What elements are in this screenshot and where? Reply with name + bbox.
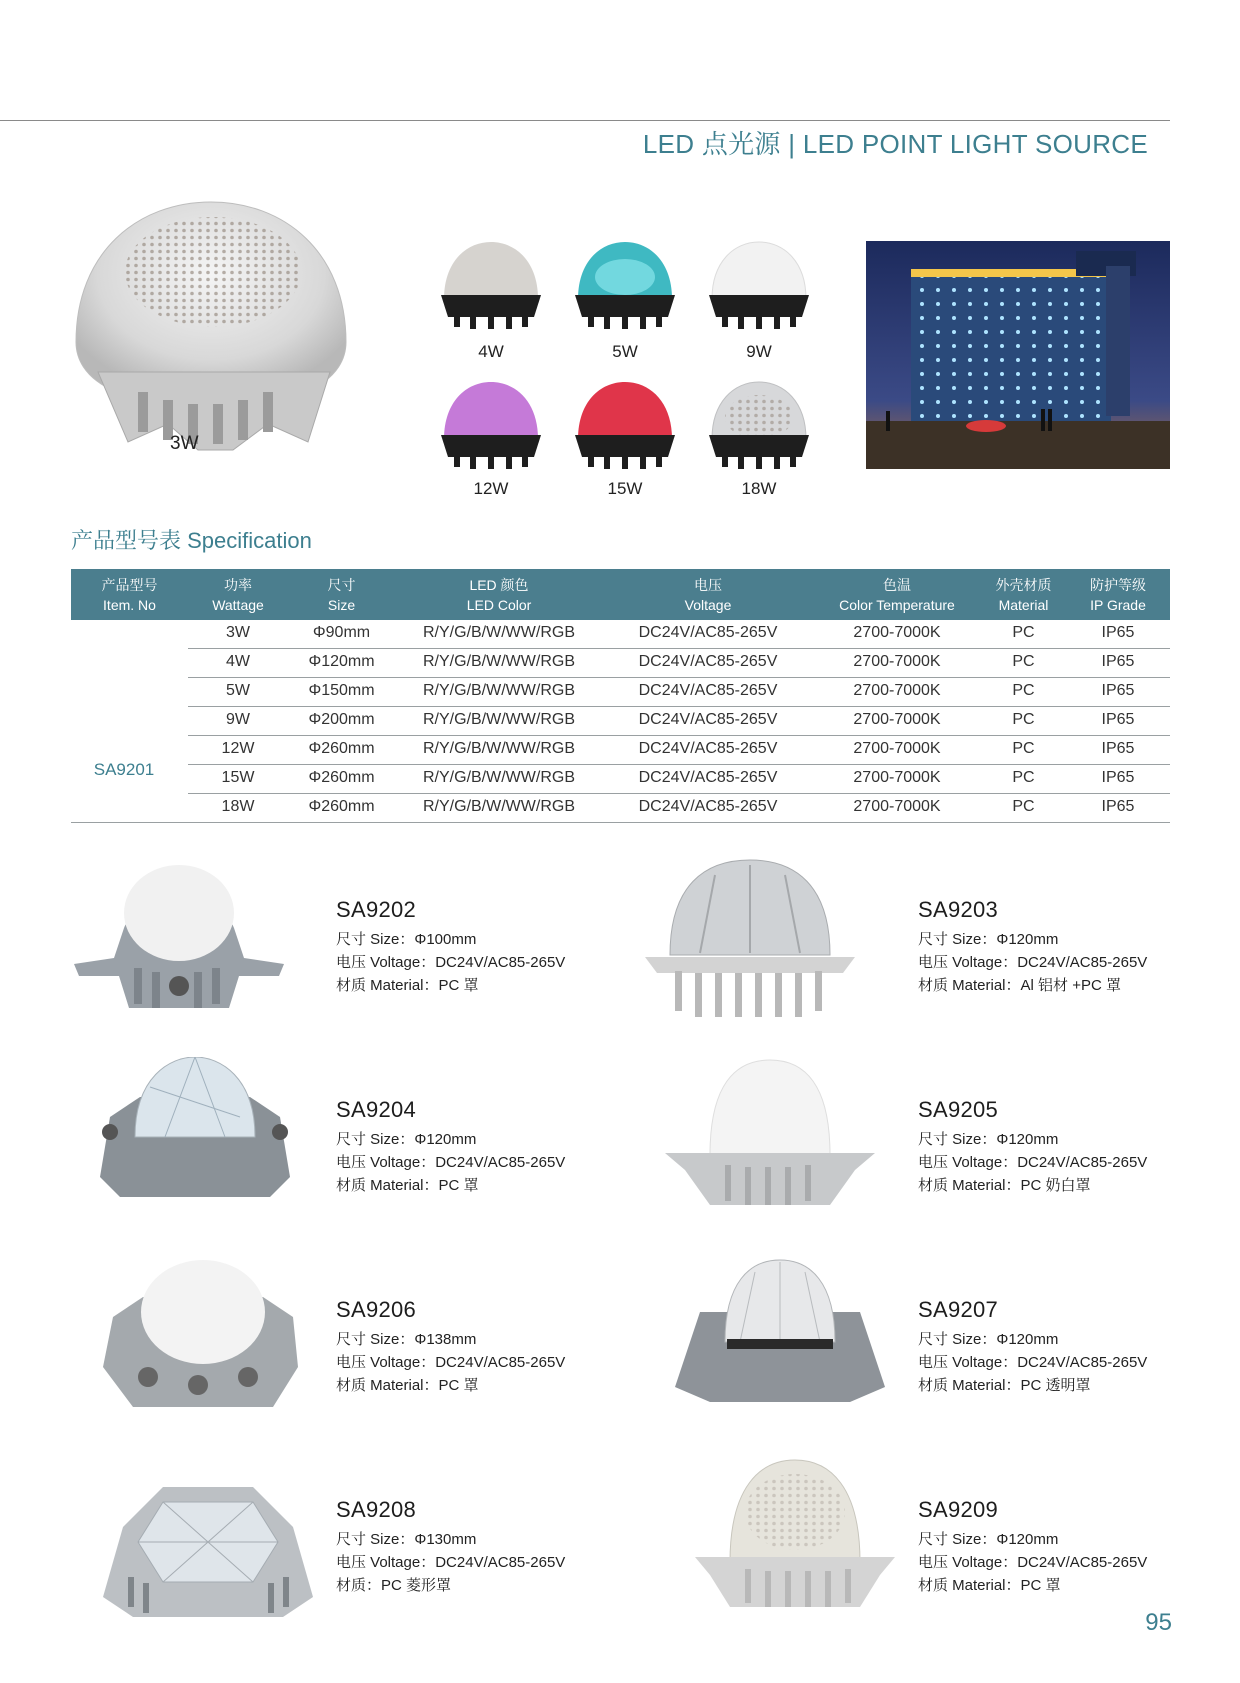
cell-size: Φ260mm: [308, 769, 375, 786]
variant-label-4w: 4W: [478, 342, 504, 361]
hero-3w-lamp-photo: [68, 192, 354, 470]
cell-wattage: 18W: [221, 798, 255, 815]
product-sa9209-info: [918, 1497, 1218, 1597]
page-header-title: LED 点光源 | LED POINT LIGHT SOURCE: [642, 129, 1148, 159]
cell-color-temp: 2700-7000K: [853, 653, 941, 670]
product-voltage: 电压 Voltage：DC24V/AC85-265V: [336, 1154, 566, 1171]
col-header-color-temp: 色温 Color Temperature: [839, 577, 955, 613]
cell-ip-grade: IP65: [1101, 769, 1135, 786]
product-voltage: 电压 Voltage：DC24V/AC85-265V: [918, 1354, 1148, 1371]
spec-section-title: 产品型号表 Specification: [71, 528, 312, 553]
cell-color-temp: 2700-7000K: [853, 711, 941, 728]
cell-color-temp: 2700-7000K: [853, 798, 941, 815]
cell-led-color: R/Y/G/B/W/WW/RGB: [423, 711, 575, 728]
product-sa9209-photo: [690, 1457, 900, 1627]
page-number: 95: [1145, 1609, 1172, 1636]
cell-ip-grade: IP65: [1101, 798, 1135, 815]
cell-led-color: R/Y/G/B/W/WW/RGB: [423, 798, 575, 815]
cell-material: PC: [1012, 711, 1035, 728]
table-row: [188, 736, 1170, 765]
product-sa9206-info: [336, 1297, 636, 1397]
variant-label-9w: 9W: [746, 342, 772, 361]
product-sa9207-photo: [675, 1257, 885, 1427]
cell-size: Φ260mm: [308, 740, 375, 757]
cell-color-temp: 2700-7000K: [853, 740, 941, 757]
product-sa9204-photo: [90, 1057, 300, 1227]
product-sa9203-photo: [645, 855, 855, 1025]
lamp-12w-photo: [436, 377, 546, 472]
product-size: 尺寸 Size：Φ130mm: [336, 1531, 477, 1548]
spec-table: [71, 569, 1170, 873]
cell-led-color: R/Y/G/B/W/WW/RGB: [423, 624, 575, 641]
cell-material: PC: [1012, 653, 1035, 670]
cell-voltage: DC24V/AC85-265V: [638, 740, 778, 757]
cell-ip-grade: IP65: [1101, 653, 1135, 670]
product-sa9208-photo: [103, 1457, 313, 1627]
spec-table-header: [71, 569, 1170, 620]
cell-material: PC: [1012, 682, 1035, 699]
product-size: 尺寸 Size：Φ100mm: [336, 931, 477, 948]
product-voltage: 电压 Voltage：DC24V/AC85-265V: [336, 1554, 566, 1571]
cell-material: PC: [1012, 740, 1035, 757]
product-size: 尺寸 Size：Φ120mm: [918, 1331, 1059, 1348]
cell-size: Φ260mm: [308, 798, 375, 815]
product-voltage: 电压 Voltage：DC24V/AC85-265V: [336, 1354, 566, 1371]
cell-wattage: 5W: [226, 682, 250, 699]
cell-material: PC: [1012, 769, 1035, 786]
product-size: 尺寸 Size：Φ120mm: [918, 931, 1059, 948]
product-sa9206-photo: [98, 1257, 308, 1427]
variant-label-15w: 15W: [607, 479, 643, 498]
product-material: 材质 Material：PC 透明罩: [918, 1377, 1091, 1394]
product-material: 材质 Material：PC 罩: [918, 1577, 1061, 1594]
table-row: [188, 678, 1170, 707]
cell-wattage: 3W: [226, 624, 250, 641]
product-sa9205-info: [918, 1097, 1218, 1197]
cell-voltage: DC24V/AC85-265V: [638, 624, 778, 641]
product-model: SA9202: [336, 897, 417, 922]
cell-size: Φ90mm: [312, 624, 371, 641]
cell-color-temp: 2700-7000K: [853, 769, 941, 786]
product-sa9205-photo: [665, 1055, 875, 1225]
cell-ip-grade: IP65: [1101, 740, 1135, 757]
col-header-ip-grade: 防护等级 IP Grade: [1090, 577, 1146, 613]
lamp-5w-photo: [570, 237, 680, 332]
product-sa9208-info: [336, 1497, 636, 1597]
product-material: 材质 Material：PC 罩: [336, 977, 479, 994]
item-no-cell: SA9201: [93, 760, 155, 779]
cell-wattage: 15W: [221, 769, 255, 786]
product-model: SA9205: [918, 1097, 999, 1122]
product-sa9207-info: [918, 1297, 1218, 1397]
cell-voltage: DC24V/AC85-265V: [638, 798, 778, 815]
product-size: 尺寸 Size：Φ120mm: [918, 1531, 1059, 1548]
product-size: 尺寸 Size：Φ120mm: [336, 1131, 477, 1148]
cell-wattage: 12W: [221, 740, 255, 757]
product-material: 材质：PC 菱形罩: [336, 1577, 452, 1594]
variant-label-5w: 5W: [612, 342, 638, 361]
cell-voltage: DC24V/AC85-265V: [638, 653, 778, 670]
table-row: [71, 794, 1170, 823]
header-rule: [0, 120, 1170, 121]
lamp-9w-photo: [704, 237, 814, 332]
cell-ip-grade: IP65: [1101, 682, 1135, 699]
product-voltage: 电压 Voltage：DC24V/AC85-265V: [918, 1554, 1148, 1571]
product-voltage: 电压 Voltage：DC24V/AC85-265V: [918, 954, 1148, 971]
product-material: 材质 Material：Al 铝材 +PC 罩: [918, 977, 1121, 994]
product-model: SA9204: [336, 1097, 417, 1122]
product-sa9204-info: [336, 1097, 636, 1197]
cell-color-temp: 2700-7000K: [853, 624, 941, 641]
product-material: 材质 Material：PC 奶白罩: [918, 1177, 1091, 1194]
spec-table-body: [71, 620, 1170, 873]
cell-size: Φ150mm: [308, 682, 375, 699]
col-header-item-no: 产品型号 Item. No: [101, 577, 158, 613]
product-voltage: 电压 Voltage：DC24V/AC85-265V: [918, 1154, 1148, 1171]
cell-size: Φ120mm: [308, 653, 375, 670]
product-model: SA9206: [336, 1297, 417, 1322]
product-model: SA9207: [918, 1297, 999, 1322]
product-material: 材质 Material：PC 罩: [336, 1177, 479, 1194]
cell-ip-grade: IP65: [1101, 624, 1135, 641]
col-header-wattage: 功率 Wattage: [212, 577, 264, 613]
cell-led-color: R/Y/G/B/W/WW/RGB: [423, 653, 575, 670]
cell-color-temp: 2700-7000K: [853, 682, 941, 699]
cell-led-color: R/Y/G/B/W/WW/RGB: [423, 769, 575, 786]
table-row: [188, 707, 1170, 736]
col-header-size: 尺寸 Size: [327, 577, 356, 613]
lamp-18w-photo: [704, 377, 814, 472]
hero-3w-label: 3W: [170, 433, 199, 454]
product-model: SA9203: [918, 897, 999, 922]
cell-wattage: 4W: [226, 653, 250, 670]
table-row: [188, 649, 1170, 678]
cell-size: Φ200mm: [308, 711, 375, 728]
product-voltage: 电压 Voltage：DC24V/AC85-265V: [336, 954, 566, 971]
col-header-material: 外壳材质 Material: [995, 577, 1052, 613]
product-model: SA9208: [336, 1497, 417, 1522]
table-row: [188, 620, 1170, 649]
cell-ip-grade: IP65: [1101, 711, 1135, 728]
cell-wattage: 9W: [226, 711, 250, 728]
lamp-4w-photo: [436, 237, 546, 332]
cell-material: PC: [1012, 798, 1035, 815]
cell-material: PC: [1012, 624, 1035, 641]
product-material: 材质 Material：PC 罩: [336, 1377, 479, 1394]
cell-voltage: DC24V/AC85-265V: [638, 682, 778, 699]
col-header-led-color: LED 颜色 LED Color: [466, 577, 532, 613]
product-sa9202-photo: [74, 858, 284, 1028]
product-model: SA9209: [918, 1497, 999, 1522]
cell-led-color: R/Y/G/B/W/WW/RGB: [423, 682, 575, 699]
cell-voltage: DC24V/AC85-265V: [638, 769, 778, 786]
product-size: 尺寸 Size：Φ138mm: [336, 1331, 477, 1348]
col-header-voltage: 电压 Voltage: [684, 577, 732, 613]
cell-voltage: DC24V/AC85-265V: [638, 711, 778, 728]
product-size: 尺寸 Size：Φ120mm: [918, 1131, 1059, 1148]
building-night-photo: [866, 241, 1170, 469]
variant-label-18w: 18W: [741, 479, 777, 498]
table-row: [188, 765, 1170, 794]
lamp-15w-photo: [570, 377, 680, 472]
cell-led-color: R/Y/G/B/W/WW/RGB: [423, 740, 575, 757]
product-sa9202-info: [336, 897, 636, 997]
variant-label-12w: 12W: [473, 479, 509, 498]
product-sa9203-info: [918, 897, 1218, 997]
